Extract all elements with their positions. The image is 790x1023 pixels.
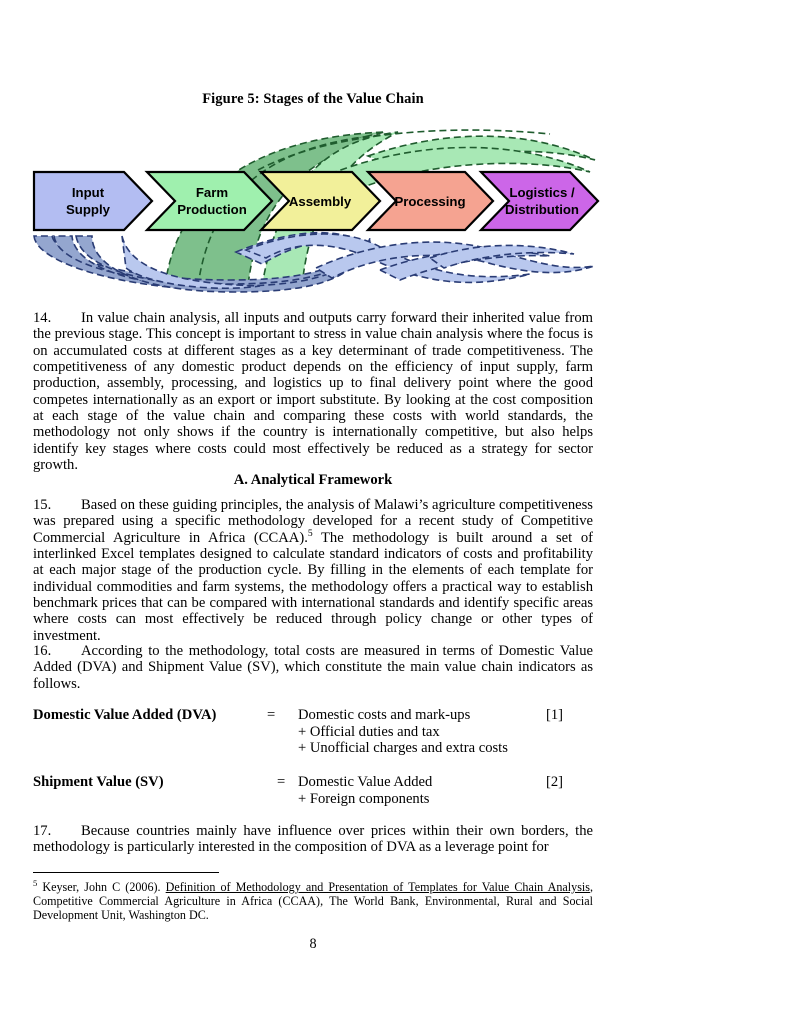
paragraph-17-text: Because countries mainly have influence over prices within their own borders, the methodology is particularly interested in the composition of DVA as a leverage point for	[33, 823, 593, 856]
stage-label-line2: Distribution	[505, 202, 579, 217]
stage-label-line1: Farm	[195, 185, 229, 200]
paragraph-15-text-after-footnote: The methodology is built around a set of interlinked Excel templates designed to calculate standard indicators of costs and profitability at each major stage of the production cycle. By filling in the elements of each template for individual commodities and farm systems, the methodology offers a practical way to establish benchmark prices that can be compared with international standards and identify specific areas where costs can most effectively be reduced through policy change or other types of investment.	[33, 529, 594, 644]
value-chain-diagram	[30, 118, 600, 294]
figure-title: Figure 5: Stages of the Value Chain	[202, 91, 424, 107]
paragraph-16-text: According to the methodology, total costs are measured in terms of Domestic Value Added (DVA) and Shipment Value (SV), which constitute the main value chain indicators as follows.	[33, 643, 593, 692]
footnote-separator-rule	[33, 872, 219, 873]
equation-sv-rhs-line-1: Domestic Value Added	[298, 774, 433, 790]
equation-sv-rhs-line-2: + Foreign components	[298, 790, 430, 807]
paragraph-15-number: 15.	[33, 497, 52, 513]
stage-label-line1: Input	[71, 185, 105, 200]
equation-sv-equals: =	[277, 774, 286, 790]
paragraph-16-number: 16.	[33, 643, 52, 659]
stage-chevron-input-supply	[34, 172, 152, 230]
equation-dva	[33, 707, 593, 759]
stage-label-line1: Assembly	[288, 194, 352, 209]
equation-dva-tag: [1]	[546, 707, 564, 723]
page-number: 8	[309, 936, 317, 952]
footnote-number: 5	[33, 877, 38, 888]
equation-sv-tag: [2]	[546, 774, 564, 790]
stage-label-line2: Production	[177, 202, 247, 217]
chevron-row	[34, 172, 598, 230]
equation-sv	[33, 774, 593, 810]
stage-chevron-logistics-distribution	[481, 172, 598, 230]
footnote-5	[33, 877, 593, 923]
stage-label-line1: Logistics /	[509, 185, 575, 200]
paragraph-14	[33, 310, 593, 473]
equation-dva-equals: =	[267, 707, 276, 723]
equation-dva-lhs: Domestic Value Added (DVA)	[33, 707, 217, 723]
paragraph-14-number: 14.	[33, 310, 52, 326]
lower-arc-group	[34, 233, 594, 292]
equation-dva-rhs	[298, 707, 508, 757]
stage-label-line2: Supply	[66, 202, 110, 217]
footnote-publication-title: Definition of Methodology and Presentation of Templates for Value Chain Analysis	[165, 880, 590, 894]
equation-sv-lhs: Shipment Value (SV)	[33, 774, 164, 790]
paragraph-14-text: In value chain analysis, all inputs and outputs carry forward their inherited value from the previous stage. This concept is important to stress in value chain analysis where the focus is on accumulated costs at different stages as a key determinant of trade competitiveness. The competitiveness of any domestic product depends on the efficiency of input supply, farm production, assembly, processing, and logistics up to final delivery point where the good competes internationally as an export or import substitute. By looking at the cost composition at each stage of the value chain and comparing these costs with world standards, the methodology not only shows if the country is internationally competitive, but also helps identify key stages where costs could most effectively be reduced as a strategy for sector growth.	[33, 310, 593, 474]
equation-dva-rhs-line-1: Domestic costs and mark-ups	[298, 707, 471, 723]
paragraph-15-text-before-footnote: Based on these guiding principles, the analysis of Malawi’s agriculture competitiveness was prepared using a specific methodology developed for a recent study of Competitive Commercial Agriculture in Africa (CCAA).	[33, 497, 593, 546]
stage-label-line1: Processing	[394, 194, 466, 209]
footnote-text-before-title: Keyser, John C (2006).	[37, 880, 166, 894]
equation-sv-rhs	[298, 774, 432, 807]
paragraph-15	[33, 497, 593, 644]
equation-dva-rhs-line-2: + Official duties and tax	[298, 723, 440, 740]
section-heading-analytical-framework: A. Analytical Framework	[233, 472, 393, 488]
equation-dva-rhs-line-3: + Unofficial charges and extra costs	[298, 740, 508, 757]
footnote-text-after-title: , Competitive Commercial Agriculture in Africa (CCAA), The World Bank, Environmental, Rural and Social Development Unit, Washington DC.	[33, 880, 593, 923]
stage-chevron-farm-production	[147, 172, 272, 230]
paragraph-17	[33, 823, 593, 856]
stage-chevron-processing	[368, 172, 493, 230]
paragraph-16	[33, 643, 593, 692]
footnote-marker-5[interactable]: 5	[307, 527, 313, 539]
paragraph-17-number: 17.	[33, 823, 52, 839]
